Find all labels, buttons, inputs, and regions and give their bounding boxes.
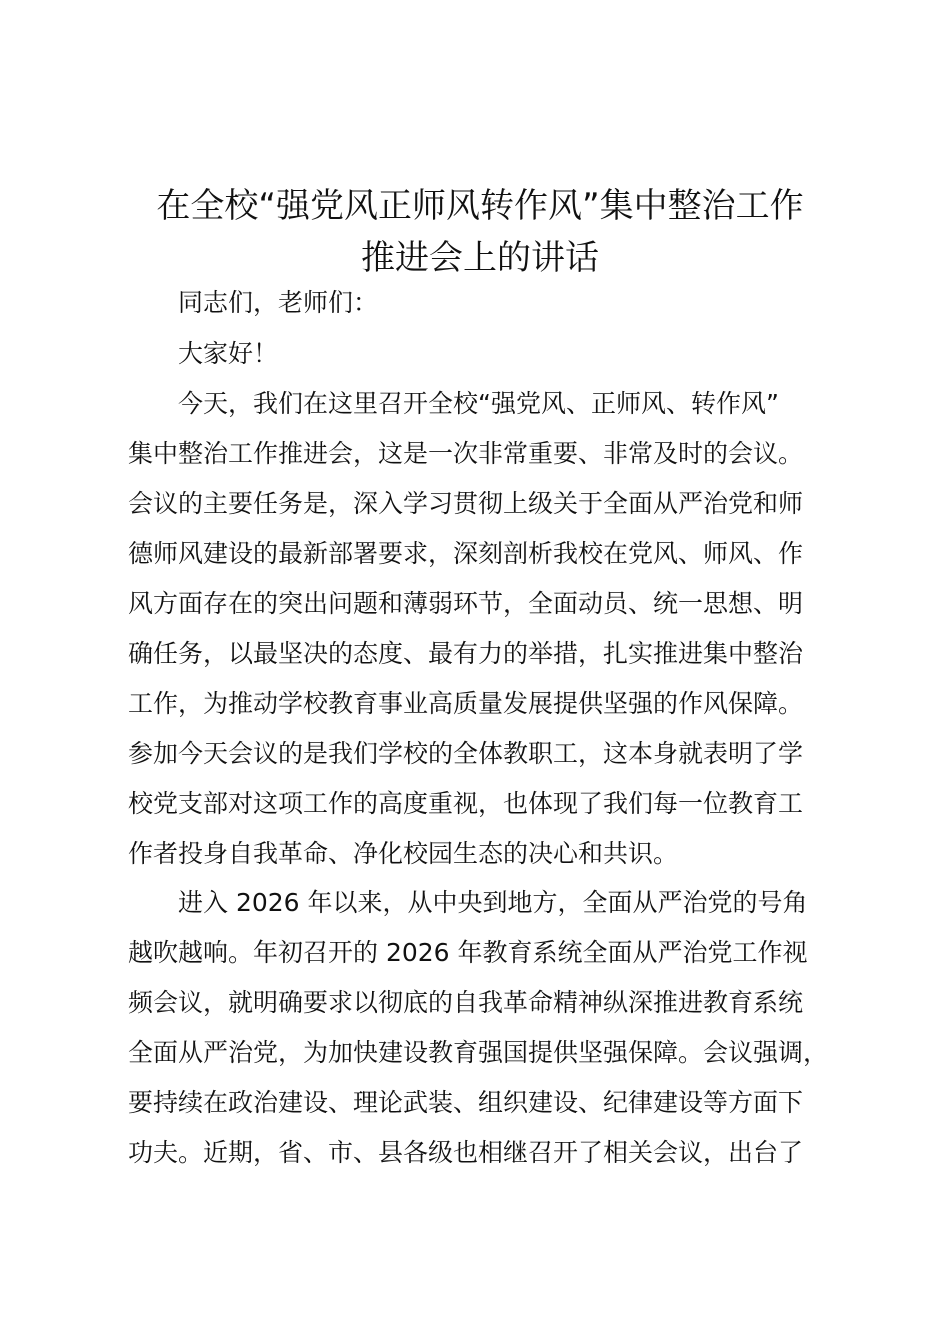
body-text-line: 德师风建设的最新部署要求，深刻剖析我校在党风、师风、作 xyxy=(128,539,804,568)
body-text-line: 功夫。近期，省、市、县各级也相继召开了相关会议，出台了 xyxy=(128,1138,804,1167)
body-text-line: 全面从严治党，为加快建设教育强国提供坚强保障。会议强调， xyxy=(128,1038,829,1067)
body-text-line: 校党支部对这项工作的高度重视，也体现了我们每一位教育工 xyxy=(128,789,804,818)
document-title-line-1: 在全校“强党风正师风转作风”集中整治工作 xyxy=(156,186,804,226)
body-text-line: 要持续在政治建设、理论武装、组织建设、纪律建设等方面下 xyxy=(128,1088,804,1117)
body-text-line: 今天，我们在这里召开全校“强党风、正师风、转作风” xyxy=(178,389,779,418)
body-text-line: 风方面存在的突出问题和薄弱环节，全面动员、统一思想、明 xyxy=(128,589,804,618)
body-text-line: 频会议，就明确要求以彻底的自我革命精神纵深推进教育系统 xyxy=(128,988,804,1017)
body-text-line: 集中整治工作推进会，这是一次非常重要、非常及时的会议。 xyxy=(128,439,804,468)
body-text-line: 进入 2026 年以来，从中央到地方，全面从严治党的号角 xyxy=(178,888,808,917)
greeting: 大家好！ xyxy=(178,339,279,368)
body-text-line: 工作，为推动学校教育事业高质量发展提供坚强的作风保障。 xyxy=(128,689,804,718)
body-text-line: 作者投身自我革命、净化校园生态的决心和共识。 xyxy=(128,839,679,868)
body-text-line: 参加今天会议的是我们学校的全体教职工，这本身就表明了学 xyxy=(128,739,804,768)
body-text-line: 确任务，以最坚决的态度、最有力的举措，扎实推进集中整治 xyxy=(128,639,804,668)
document-title-line-2: 推进会上的讲话 xyxy=(361,238,599,278)
body-text-line: 越吹越响。年初召开的 2026 年教育系统全面从严治党工作视 xyxy=(128,938,808,967)
body-text-line: 会议的主要任务是，深入学习贯彻上级关于全面从严治党和师 xyxy=(128,489,804,518)
salutation: 同志们，老师们： xyxy=(178,288,379,317)
